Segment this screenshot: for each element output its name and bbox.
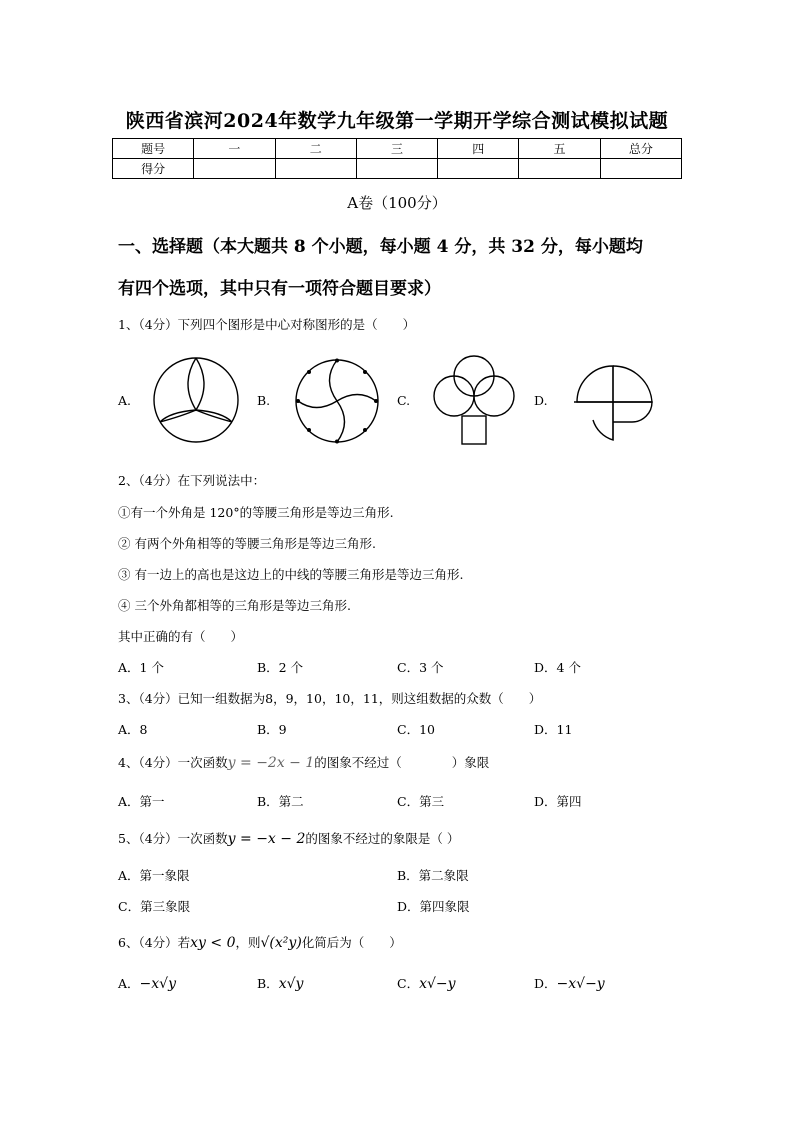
score-cell xyxy=(194,159,275,179)
q6-option-d-label: D． xyxy=(534,976,557,991)
score-cell xyxy=(356,159,437,179)
q5-option-d: D．第四象限 xyxy=(397,899,470,914)
score-header-cell: 五 xyxy=(519,139,600,159)
q5-option-a: A．第一象限 xyxy=(118,868,190,883)
q1-label-a: A. xyxy=(118,393,132,408)
q1-label-c: C. xyxy=(397,393,411,408)
score-cell xyxy=(519,159,600,179)
score-header-cell: 三 xyxy=(356,139,437,159)
score-cell xyxy=(438,159,519,179)
q4-stem xyxy=(118,753,489,771)
q5-stem xyxy=(118,829,459,847)
q6-option-a-expr: −x√y xyxy=(139,976,176,992)
q5-stem-pre: 5、（4分）一次函数 xyxy=(118,831,228,846)
q1-figure-a xyxy=(150,356,242,444)
q1-figure-b xyxy=(292,358,382,444)
q5-option-c: C．第三象限 xyxy=(118,899,191,914)
score-cell xyxy=(275,159,356,179)
part-one-heading-line2: 有四个选项，其中只有一项符合题目要求） xyxy=(118,279,441,299)
score-header-cell: 二 xyxy=(275,139,356,159)
q5-option-b: B．第二象限 xyxy=(397,868,469,883)
q4-stem-pre: 4、（4分）一次函数 xyxy=(118,755,228,770)
q4-option-c: C．第三 xyxy=(397,794,445,809)
q2-stem: 2、（4分）在下列说法中： xyxy=(118,473,266,488)
q3-stem: 3、（4分）已知一组数据为8，9，10，10，11，则这组数据的众数（ ） xyxy=(118,691,542,706)
q1-label-b: B. xyxy=(257,393,271,408)
q4-formula: y = −2x − 1 xyxy=(227,755,315,771)
score-header-cell: 题号 xyxy=(113,139,194,159)
q6-option-b xyxy=(257,974,303,992)
q6-stem xyxy=(118,933,402,951)
exam-title: 陕西省滨河2024年数学九年级第一学期开学综合测试模拟试题 xyxy=(125,110,669,132)
q6-condition: xy < 0 xyxy=(190,935,236,951)
section-title: A卷（100分） xyxy=(347,194,447,212)
q6-option-b-label: B． xyxy=(257,976,279,991)
q2-option-b: B．2 个 xyxy=(257,660,304,675)
q6-option-b-expr: x√y xyxy=(278,976,304,992)
q2-option-d: D．4 个 xyxy=(534,660,581,675)
q3-option-c: C．10 xyxy=(397,722,435,737)
q6-option-d xyxy=(534,974,605,992)
q1-figure-d xyxy=(570,364,656,442)
q4-option-d: D．第四 xyxy=(534,794,582,809)
q4-stem-post: 的图象不经过（ ）象限 xyxy=(314,755,490,770)
q6-stem-post: 化简后为（ ） xyxy=(301,935,402,950)
q6-option-c xyxy=(397,974,456,992)
q2-prompt: 其中正确的有（ ） xyxy=(118,629,244,644)
q6-stem-pre: 6、（4分）若 xyxy=(118,935,191,950)
score-table-header-row xyxy=(113,139,682,159)
score-row-label: 得分 xyxy=(113,159,194,179)
q2-statement-4: ④ 三个外角都相等的三角形是等边三角形. xyxy=(118,598,351,613)
q5-stem-post: 的图象不经过的象限是（ ） xyxy=(305,831,460,846)
q2-statement-1: ①有一个外角是 120°的等腰三角形是等边三角形. xyxy=(118,505,394,520)
q1-label-d: D. xyxy=(534,393,548,408)
q6-option-c-expr: x√−y xyxy=(419,976,456,992)
q2-statement-2: ② 有两个外角相等的等腰三角形是等边三角形. xyxy=(118,536,376,551)
q6-radical: √(x²y) xyxy=(260,935,302,951)
q4-option-a: A．第一 xyxy=(118,794,165,809)
q3-option-a: A．8 xyxy=(118,722,148,737)
q3-option-d: D．11 xyxy=(534,722,573,737)
score-table xyxy=(112,138,682,179)
q2-option-c: C．3 个 xyxy=(397,660,444,675)
q6-option-a-label: A． xyxy=(118,976,140,991)
q4-option-b: B．第二 xyxy=(257,794,304,809)
q6-stem-mid: ，则 xyxy=(235,935,261,950)
q2-option-a: A．1 个 xyxy=(118,660,164,675)
q6-option-c-label: C． xyxy=(397,976,420,991)
q1-figure-c xyxy=(430,354,518,446)
score-table-score-row xyxy=(113,159,682,179)
q1-stem: 1、（4分）下列四个图形是中心对称图形的是（ ） xyxy=(118,317,416,332)
q6-option-a xyxy=(118,974,176,992)
score-cell xyxy=(600,159,681,179)
q6-option-d-expr: −x√−y xyxy=(556,976,605,992)
score-header-cell: 一 xyxy=(194,139,275,159)
q3-option-b: B．9 xyxy=(257,722,287,737)
q2-statement-3: ③ 有一边上的高也是这边上的中线的等腰三角形是等边三角形. xyxy=(118,567,464,582)
q5-formula: y = −x − 2 xyxy=(227,831,306,847)
score-header-cell: 四 xyxy=(438,139,519,159)
part-one-heading-line1: 一、选择题（本大题共 8 个小题，每小题 4 分，共 32 分，每小题均 xyxy=(118,237,643,257)
score-header-cell: 总分 xyxy=(600,139,681,159)
